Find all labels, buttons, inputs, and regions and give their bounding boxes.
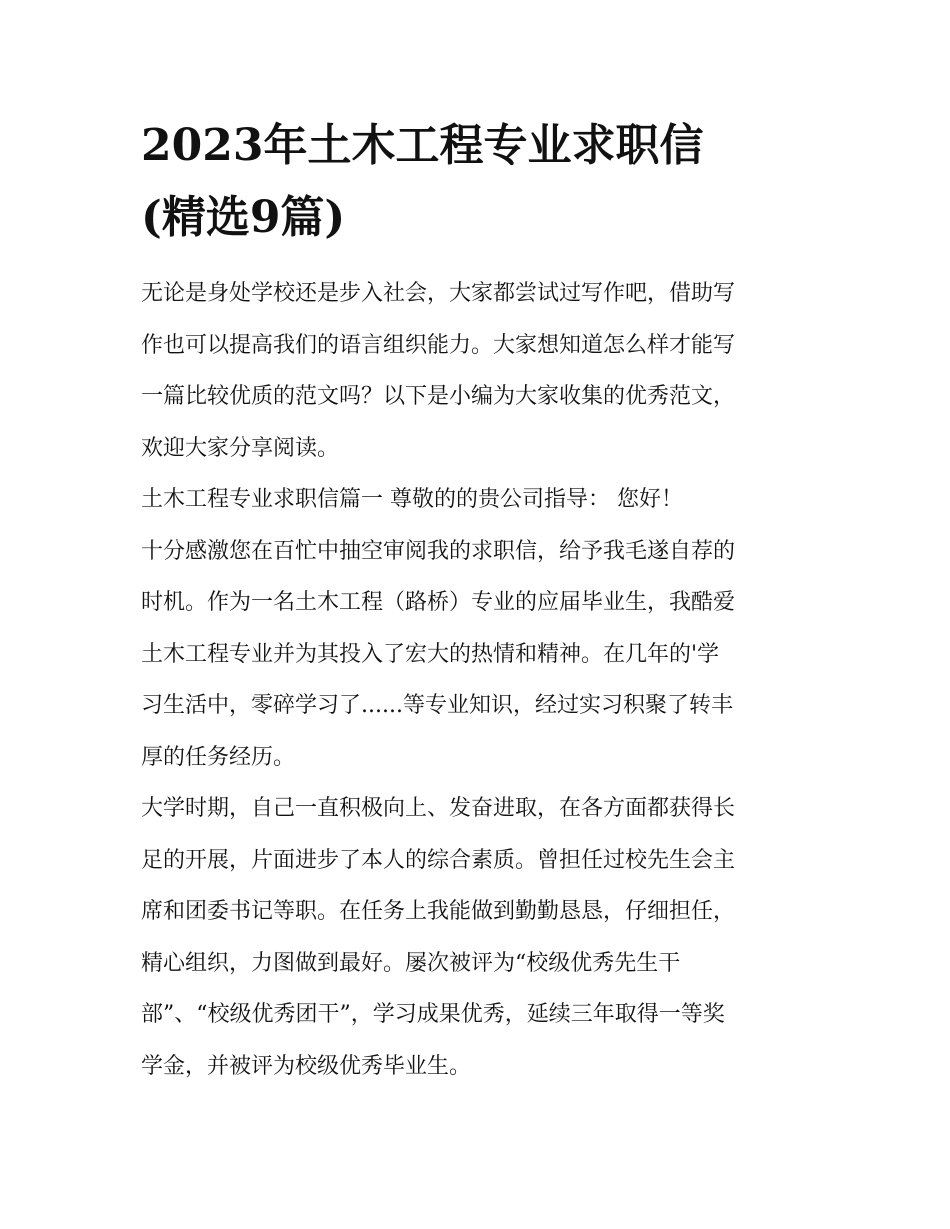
text-line: 部”、“校级优秀团干”，学习成果优秀，延续三年取得一等奖 — [141, 1002, 725, 1027]
body-paragraph — [141, 783, 821, 1092]
text-line: 无论是身处学校还是步入社会，大家都尝试过写作吧，借助写 — [141, 281, 736, 306]
text-line: 土木工程专业并为其投入了宏大的热情和精神。在几年的'学 — [141, 641, 720, 667]
letter-heading-paragraph — [141, 474, 821, 526]
document-title — [141, 110, 821, 254]
text-line: 精心组织，力图做到最好。屡次被评为“校级优秀先生干 — [141, 950, 681, 976]
text-line: 十分感激您在百忙中抽空审阅我的求职信，给予我毛遂自荐的 — [141, 538, 736, 564]
text-line: 学金，并被评为校级优秀毕业生。 — [141, 1053, 472, 1079]
text-line: 席和团委书记等职。在任务上我能做到勤勤恳恳，仔细担任， — [141, 899, 736, 924]
text-line: 习生活中，零碎学习了......等专业知识，经过实习积聚了转丰 — [141, 693, 733, 718]
text-line: 足的开展，片面进步了本人的综合素质。曾担任过校先生会主 — [141, 847, 736, 873]
text-line: 土木工程专业求职信篇一 尊敬的的贵公司指导： 您好！ — [141, 487, 683, 512]
title-line: (精选9篇) — [141, 192, 346, 243]
text-line: 大学时期，自己一直积极向上、发奋进取，在各方面都获得长 — [141, 796, 736, 821]
document-page — [141, 110, 821, 1092]
text-line: 厚的任务经历。 — [141, 744, 296, 770]
body-paragraph — [141, 526, 821, 784]
title-line: 2023年土木工程专业求职信 — [141, 120, 704, 171]
text-line: 时机。作为一名土木工程（路桥）专业的应届毕业生，我酷爱 — [141, 590, 736, 615]
intro-paragraph — [141, 268, 821, 474]
text-line: 一篇比较优质的范文吗？以下是小编为大家收集的优秀范文， — [141, 384, 736, 409]
text-line: 作也可以提高我们的语言组织能力。大家想知道怎么样才能写 — [141, 332, 736, 358]
text-line: 欢迎大家分享阅读。 — [141, 435, 340, 461]
